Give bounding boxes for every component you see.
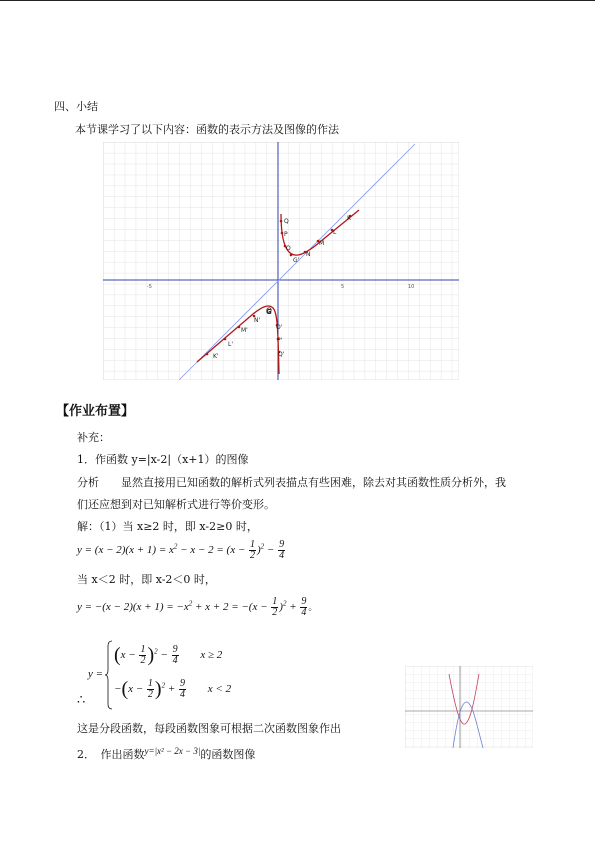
label-m: M [319,240,325,247]
label-g-prime: G' [293,257,300,264]
x-tick-label: -5 [147,284,152,290]
function-graph [103,142,459,380]
fraction-nine-quarters: $\frac{9}{4}$ [301,596,307,618]
summary-text: 本节课学习了以下内容：函数的表示方法及图像的作法 [75,123,339,136]
supplement-label: 补充： [77,431,110,444]
fraction-one-half: $\frac{1}{2}$ [250,539,255,561]
label-o: O [286,245,291,252]
piece-2: −(x − $\frac{1}{2}$ )$^2$ + $\frac{9}{4}$ x < 2 [114,678,232,700]
homework-heading: 【作业布置】 [56,404,135,419]
analysis-line-1: 分析 显然直接用已知函数的解析式列表描点有些困难，除去对其函数性质分析外，我 [77,476,506,489]
label-k: K [347,215,351,222]
label-m-prime: M' [241,327,248,334]
label-k-prime: K' [213,353,219,360]
x-tick-label: 5 [341,284,345,290]
case-2: 当 x＜2 时，即 x-2＜0 时， [77,573,216,586]
problem-2-formula: y=|x² − 2x − 3| [144,746,201,756]
point-k-prime [206,353,209,356]
label-l-prime: L' [228,341,233,348]
label-p-prime: P' [277,337,283,344]
condition-2: x < 2 [207,683,232,696]
eq1-lhs: y = (x − 2)(x + 1) = x [77,544,174,557]
point-g-prime [290,254,293,257]
label-p: P [284,231,288,238]
piecewise-brace [105,640,113,710]
point-m-prime [238,326,241,329]
top-rule [0,0,595,1]
label-g: G [266,308,272,316]
label-q-prime: Q' [278,351,285,358]
label-n-prime: N' [254,317,261,324]
analysis-line-2: 们还应想到对已知解析式进行等价变形。 [77,498,275,511]
fraction-one-half: $\frac{1}{2}$ [272,596,278,618]
equation-2: $y = -(x - 2)(x + 1) = -x^2 + x + 2 = -(x$ − $\frac{1}{2}$ )$^2$ + $\frac{9}{4}$ 。 [77,596,318,618]
problem-2-prefix: 2． 作出函数 [77,748,145,761]
label-l: L [333,229,337,236]
eq1-square: 2 [173,542,178,551]
eq1-middle: − x − 2 = (x − [177,544,246,557]
condition-1: x ≥ 2 [200,649,223,662]
x-tick-label: 10 [408,284,415,290]
equation-1: $y = (x - 2)(x + 1) = x^2 - x - 2 = (x$ − $\frac{1}{2}$ )$^2$ − $\frac{9}{4}$ [77,539,285,561]
point-l-prime [224,338,227,341]
label-n: N [306,251,311,258]
therefore-symbol: ∴ [77,693,86,708]
piecewise-function [88,640,248,710]
eq2-middle: + x + 2 = −(x − [192,601,268,614]
graph-grid [103,142,459,380]
conclusion-text: 这是分段函数，每段函数图象可根据二次函数图象作出 [77,722,341,735]
piece-1: (x − $\frac{1}{2}$ )$^2$ − $\frac{9}{4}$ x ≥ 2 [114,644,223,666]
eq2-lhs: y = −(x − 2)(x + 1) = −x [77,601,189,614]
fraction-nine-quarters: $\frac{9}{4}$ [279,539,285,561]
label-q: Q [284,218,289,225]
point-p [281,232,284,235]
piecewise-y-label: y = [88,668,104,680]
problem-1: 1．作函数 y=|x-2|（x+1）的图像 [77,453,249,466]
problem-2 [77,745,255,761]
small-graph [405,666,533,748]
point-q [280,220,283,223]
problem-2-suffix: 的函数图像 [200,748,256,761]
solution-case-1: 解：（1）当 x≥2 时，即 x-2≥0 时， [77,520,258,533]
label-o-prime: O' [276,324,283,331]
section-heading: 四、小结 [54,100,98,113]
